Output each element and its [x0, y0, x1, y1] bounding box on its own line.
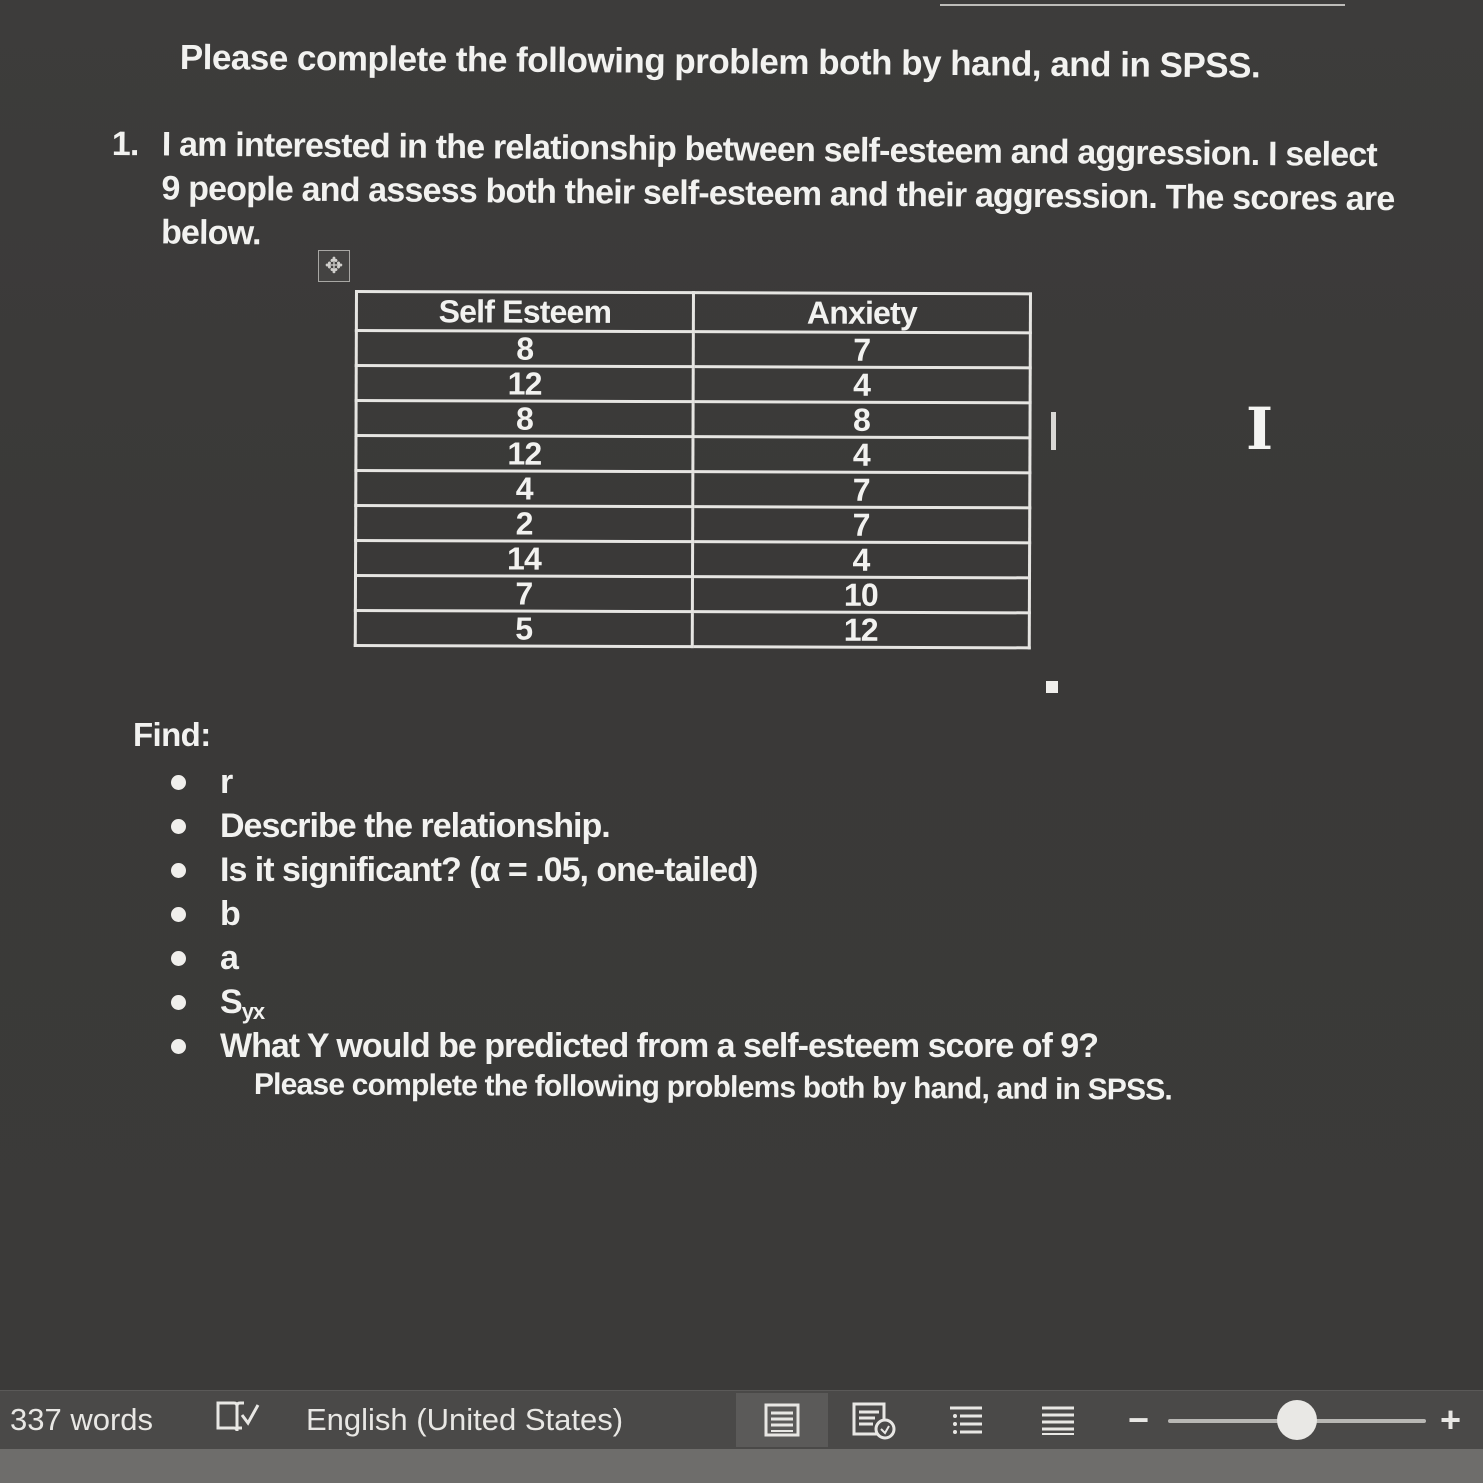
zoom-in-button[interactable]: +: [1440, 1399, 1462, 1440]
language-indicator[interactable]: English (United States): [306, 1402, 624, 1437]
proofing-book-icon[interactable]: [214, 1397, 260, 1443]
table-cell[interactable]: 5: [355, 611, 692, 647]
table-cell[interactable]: 12: [356, 436, 693, 472]
table-resize-handle[interactable]: [1046, 681, 1058, 693]
list-item-text: Describe the relationship.: [220, 807, 610, 845]
scores-table-wrapper: [354, 290, 1032, 649]
scores-table[interactable]: [354, 290, 1032, 649]
list-item-text: What Y would be predicted from a self-esteem score of 9?: [220, 1027, 1098, 1065]
column-header-anxiety[interactable]: Anxiety: [693, 293, 1030, 333]
column-resize-marker[interactable]: [1051, 412, 1056, 450]
question-line: I am interested in the relationship between self-esteem and aggression. I select: [161, 125, 1378, 175]
text-cursor-icon: Ⅰ: [1246, 395, 1274, 463]
table-cell[interactable]: 12: [692, 612, 1029, 648]
zoom-out-button[interactable]: −: [1128, 1399, 1150, 1440]
draft-view-icon[interactable]: [1012, 1393, 1104, 1447]
question-text: [160, 122, 1395, 264]
list-item-text: r: [220, 763, 233, 801]
table-cell[interactable]: 7: [355, 576, 692, 612]
bullet-icon: [171, 863, 186, 878]
table-cell[interactable]: 14: [356, 541, 693, 577]
table-cell[interactable]: 10: [692, 577, 1029, 613]
question-number: 1.: [111, 124, 139, 164]
list-item-text: b: [220, 895, 240, 933]
bullet-icon: [171, 1039, 186, 1054]
find-list: [168, 760, 1098, 1068]
outline-view-icon[interactable]: [920, 1393, 1012, 1447]
list-item: [168, 848, 1098, 892]
table-cell[interactable]: 4: [356, 471, 693, 507]
list-item: [168, 936, 1098, 980]
window-bottom-edge: [0, 1449, 1483, 1483]
table-header-row: [356, 292, 1030, 333]
question-1: [111, 122, 1395, 253]
footer-heading: Please complete the following problems both by hand, and in SPSS.: [253, 1068, 1173, 1107]
table-cell[interactable]: 4: [693, 367, 1030, 403]
status-bar: [0, 1390, 1483, 1449]
syx-subscript: yx: [241, 999, 265, 1024]
bullet-icon: [171, 907, 186, 922]
list-item: [168, 760, 1098, 804]
table-row: [355, 576, 1029, 613]
table-cell[interactable]: 8: [356, 331, 693, 367]
list-item: [168, 1024, 1098, 1068]
table-move-handle-icon[interactable]: ✥: [318, 250, 350, 282]
table-cell[interactable]: 4: [693, 437, 1030, 473]
list-item: [168, 980, 1098, 1024]
table-row: [356, 541, 1030, 578]
table-row: [356, 366, 1030, 403]
find-label: Find:: [133, 716, 211, 753]
bullet-icon: [171, 995, 186, 1010]
table-row: [356, 506, 1030, 543]
table-cell[interactable]: 7: [693, 507, 1030, 543]
list-item-text: Is it significant? (α = .05, one-tailed): [220, 851, 758, 889]
table-cell[interactable]: 7: [693, 332, 1030, 368]
zoom-slider-thumb[interactable]: [1277, 1400, 1317, 1440]
read-mode-icon[interactable]: [828, 1393, 920, 1447]
list-item: [168, 804, 1098, 848]
list-item-text: S: [220, 983, 242, 1021]
question-line: below.: [160, 213, 261, 253]
bullet-icon: [171, 819, 186, 834]
question-line: 9 people and assess both their self-esteem and their aggression. The scores are: [161, 169, 1395, 219]
print-layout-icon[interactable]: [736, 1393, 828, 1447]
table-cell[interactable]: 2: [356, 506, 693, 542]
table-row: [356, 331, 1030, 368]
table-cell[interactable]: 8: [693, 402, 1030, 438]
table-row: [355, 611, 1029, 648]
table-row: [356, 436, 1030, 473]
word-count[interactable]: 337 words: [10, 1402, 154, 1437]
table-row: [356, 401, 1030, 438]
table-row: [356, 471, 1030, 508]
table-cell[interactable]: 12: [356, 366, 693, 402]
bullet-icon: [171, 775, 186, 790]
document-heading: Please complete the following problem both by hand, and in SPSS.: [179, 38, 1261, 86]
column-header-self-esteem[interactable]: Self Esteem: [356, 292, 693, 332]
list-item-text: a: [220, 939, 238, 977]
header-rule: [940, 4, 1345, 6]
bullet-icon: [171, 951, 186, 966]
table-cell[interactable]: 4: [693, 542, 1030, 578]
table-cell[interactable]: 7: [693, 472, 1030, 508]
table-cell[interactable]: 8: [356, 401, 693, 437]
list-item: [168, 892, 1098, 936]
